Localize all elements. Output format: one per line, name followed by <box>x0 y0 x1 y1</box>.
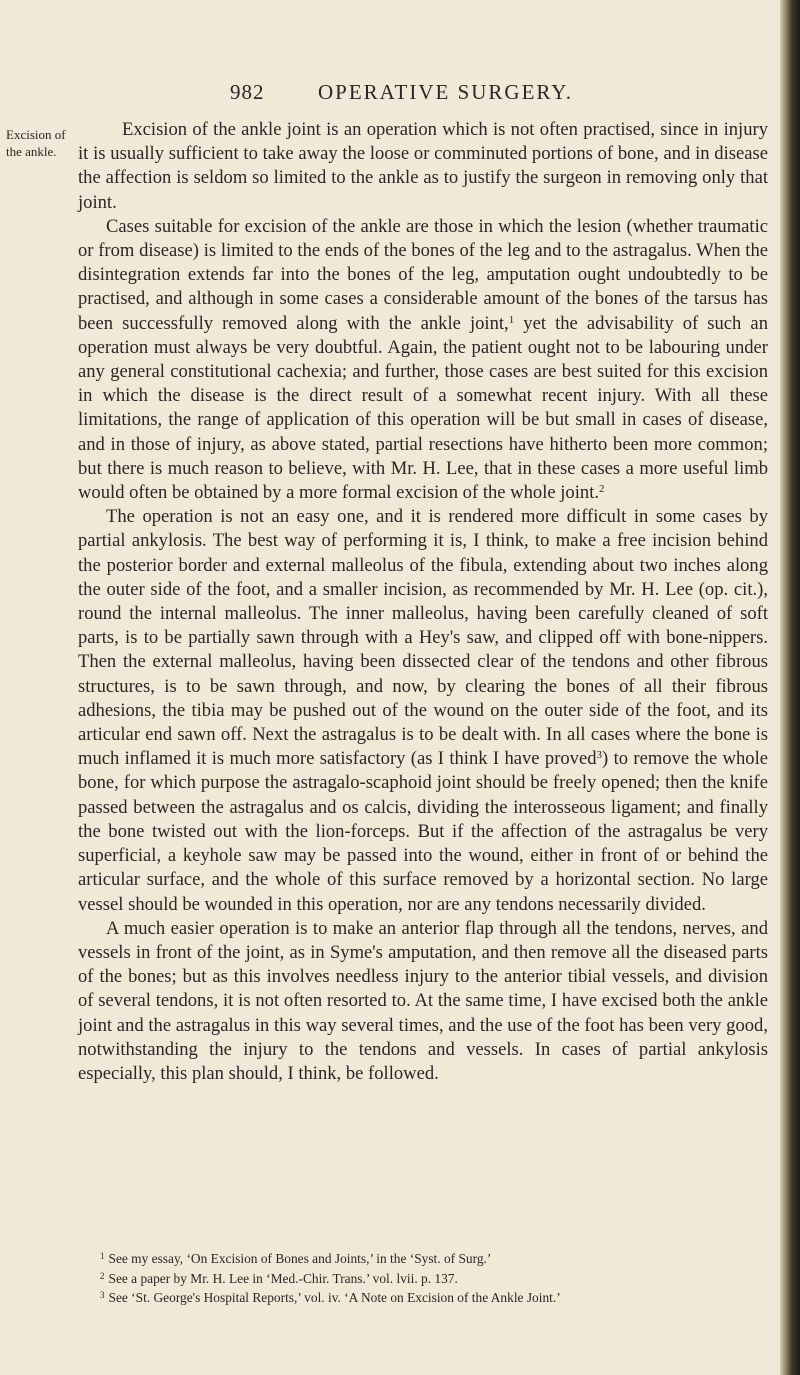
paragraph-3: The operation is not an easy one, and it is rendered more difficult in some cases by partial ankylosis. The best way of performing it is, I think, to make a free incision behind the posterior border and external malleolus of the fibula, extending about two inches along the outer side of the foot, and a smaller incision, as recommended by Mr. H. Lee (op. cit.), round the internal malleolus. The inner malleolus, having been carefully cleaned of soft parts, is to be partially sawn through with a Hey's saw, and clipped off with bone-nippers. Then the external malleolus, having been dissected clear of the tendons and other fibrous structures, is to be sawn through, and now, by clearing the bones of all their fibrous adhesions, the tibia may be pushed out of the wound on the outer side of the foot, and its articular end sawn off. Next the astragalus is to be dealt with. In all cases where the bone is much inflamed it is much more satisfactory (as I think I have proved$^3$) to remove the whole bone, for which purpose the astragalo-scaphoid joint should be freely opened; then the knife passed between the astragalus and os calcis, dividing the interosseous ligament; and finally the bone twisted out with the lion-forceps. But if the affection of the astragalus be very superficial, a keyhole saw may be passed into the wound, either in front of or behind the articular surface, and the whole of this surface removed by a horizontal section. No large vessel should be wounded in this operation, nor are any tendons necessarily divided. <box>78 506 768 915</box>
footnote-ref-1: 1 <box>508 313 515 326</box>
body-text <box>78 118 768 1086</box>
page-number: 982 <box>230 80 265 104</box>
footnote-mark: 2 <box>100 1270 105 1281</box>
footnote-text: See my essay, ‘On Excision of Bones and Joints,’ in the ‘Syst. of Surg.’ <box>108 1251 492 1266</box>
page-edge <box>780 0 800 1375</box>
page-header <box>0 80 780 110</box>
footnote-1 <box>78 1248 768 1268</box>
running-head: OPERATIVE SURGERY. <box>318 80 573 104</box>
footnote-mark: 1 <box>100 1251 105 1261</box>
footnote-ref-2: 2 <box>599 483 605 496</box>
paragraph-4: A much easier operation is to make an anterior flap through all the tendons, nerves, and vessels in front of the joint, as in Syme's amputation, and then remove all the diseased parts of the bones; but as this involves needless injury to the anterior tibial vessels, and division of several tendons, it is not often resorted to. At the same time, I have excised both the ankle joint and the astragalus in this way several times, and the use of the foot has been very good, notwithstanding the injury to the tendons and vessels. In cases of partial ankylosis especially, this plan should, I think, be followed. <box>78 917 768 1084</box>
footnote-mark: 3 <box>100 1290 105 1300</box>
footnote-ref-3: 3 <box>596 749 603 762</box>
paragraph-2: Cases suitable for excision of the ankle are those in which the lesion (whether traumatic or from disease) is limited to the ends of the bones of the leg and to the astragalus. When the disintegration extends far into the bones of the leg, amputation ought undoubtedly to be practised, and although in some cases a considerable amount of the bones of the tarsus has been successfully removed along with the ankle joint,$^1$ yet the advisability of such an operation must always be very doubtful. Again, the patient ought not to be labouring under any general constitutional cachexia; and further, those cases are best suited for this excision in which the disease is the direct result of a somewhat recent injury. With all these limitations, the range of application of this operation will be but small in cases of disease, and in those of injury, as above stated, partial resections have hitherto been more common; but there is much reason to believe, with Mr. H. Lee, that in these cases a more useful limb would often be obtained by a more formal excision of the whole joint.$^2$ <box>78 215 768 504</box>
footnote-3 <box>78 1287 768 1307</box>
footnote-text: See ‘St. George's Hospital Reports,’ vol. iv. ‘A Note on Excision of the Ankle Joint.’ <box>108 1290 561 1305</box>
footnote-text: See a paper by Mr. H. Lee in ‘Med.-Chir. Trans.’ vol. lvii. p. 137. <box>108 1270 458 1286</box>
footnote-2 <box>78 1268 768 1288</box>
margin-note: Excision of the ankle. <box>6 127 66 159</box>
footnotes <box>78 1248 768 1307</box>
paragraph-1: Excision of the ankle joint is an operation which is not often practised, since in injury it is usually sufficient to take away the loose or comminuted portions of bone, and in disease the affection is seldom so limited to the ankle as to justify the surgeon in removing only that joint. <box>78 119 768 213</box>
